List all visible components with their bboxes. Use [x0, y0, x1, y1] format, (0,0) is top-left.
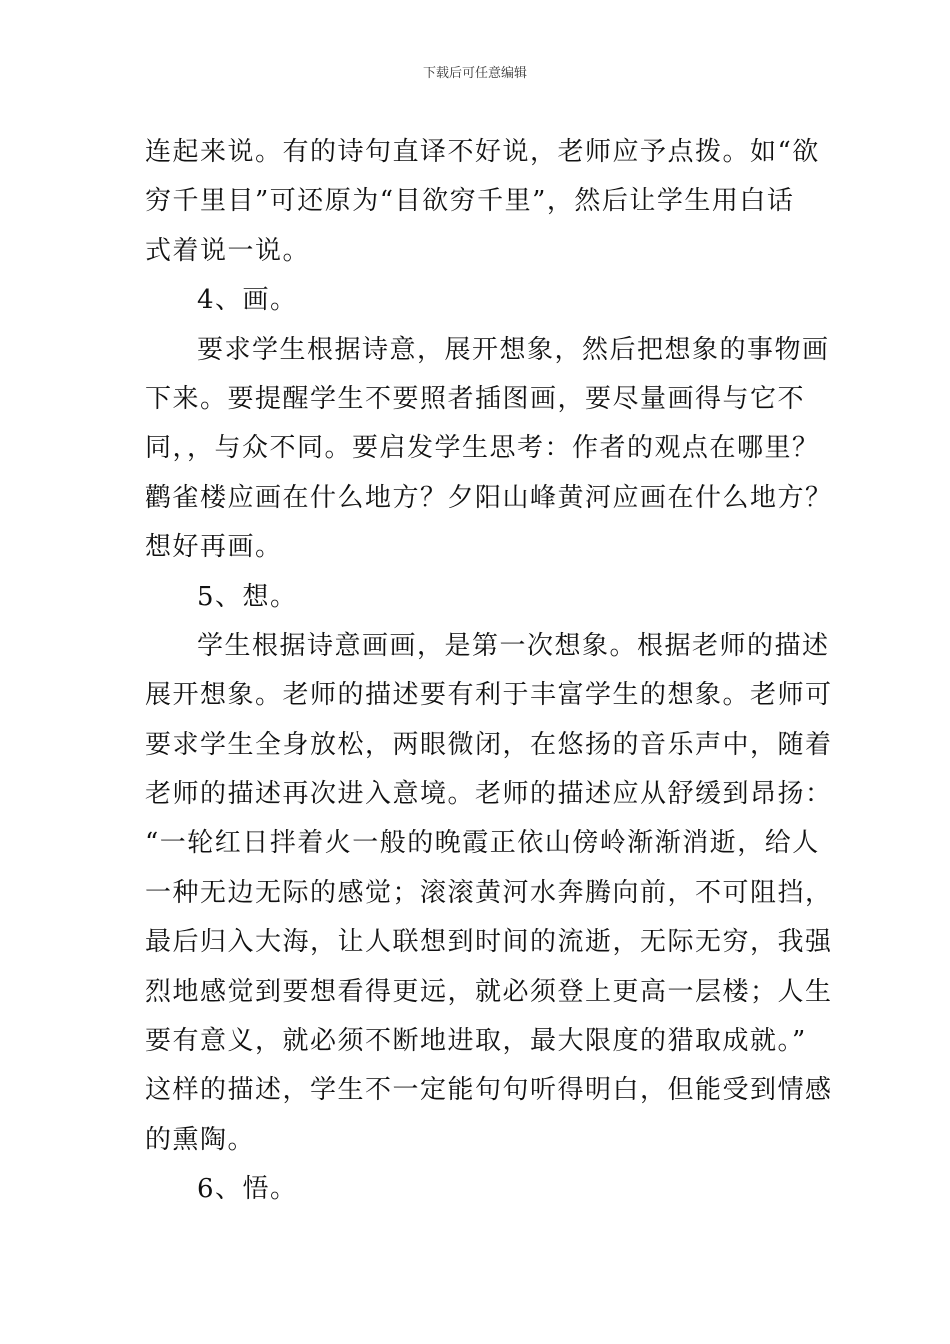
text-line: 下来。要提醒学生不要照者插图画，要尽量画得与它不	[145, 383, 806, 414]
text-line: 5、想。	[197, 581, 298, 612]
text-line: 要有意义，就必须不断地进取，最大限度的猎取成就。”	[145, 1026, 807, 1057]
text-line: 的熏陶。	[145, 1124, 256, 1155]
text-line: “一轮红日拌着火一般的晚霞正依山傍岭渐渐消逝，给人	[145, 828, 820, 859]
text-line: 最后归入大海，让人联想到时间的流逝，无际无穷，我强	[145, 927, 833, 958]
text-line: 鹳雀楼应画在什么地方？夕阳山峰黄河应画在什么地方？	[145, 482, 833, 513]
text-line: 式着说一说。	[145, 235, 311, 266]
text-line: 4、画。	[197, 285, 298, 316]
text-line: 同，，与众不同。要启发学生思考：作者的观点在哪里？	[145, 433, 820, 464]
text-line: 一种无边无际的感觉；滚滚黄河水奔腾向前，不可阻挡，	[145, 877, 833, 908]
text-line: 这样的描述，学生不一定能句句听得明白，但能受到情感	[145, 1075, 833, 1106]
text-line: 想好再画。	[145, 532, 283, 563]
document-body	[145, 128, 833, 1215]
text-line: 展开想象。老师的描述要有利于丰富学生的想象。老师可	[145, 680, 833, 711]
page-header: 下载后可任意编辑	[422, 66, 527, 81]
text-line: 学生根据诗意画画，是第一次想象。根据老师的描述	[197, 630, 830, 661]
text-line: 要求学生全身放松，两眼微闭，在悠扬的音乐声中，随着	[145, 729, 833, 760]
text-line: 烈地感觉到要想看得更远，就必须登上更高一层楼；人生	[145, 976, 833, 1007]
text-line: 老师的描述再次进入意境。老师的描述应从舒缓到昂扬：	[145, 779, 833, 810]
text-line: 连起来说。有的诗句直译不好说，老师应予点拨。如“欲	[145, 137, 820, 167]
text-line: 6、悟。	[197, 1174, 298, 1205]
text-line: 要求学生根据诗意，展开想象，然后把想象的事物画	[197, 334, 830, 365]
text-line: 穷千里目”可还原为“目欲穷千里”，然后让学生用白话	[145, 186, 795, 217]
